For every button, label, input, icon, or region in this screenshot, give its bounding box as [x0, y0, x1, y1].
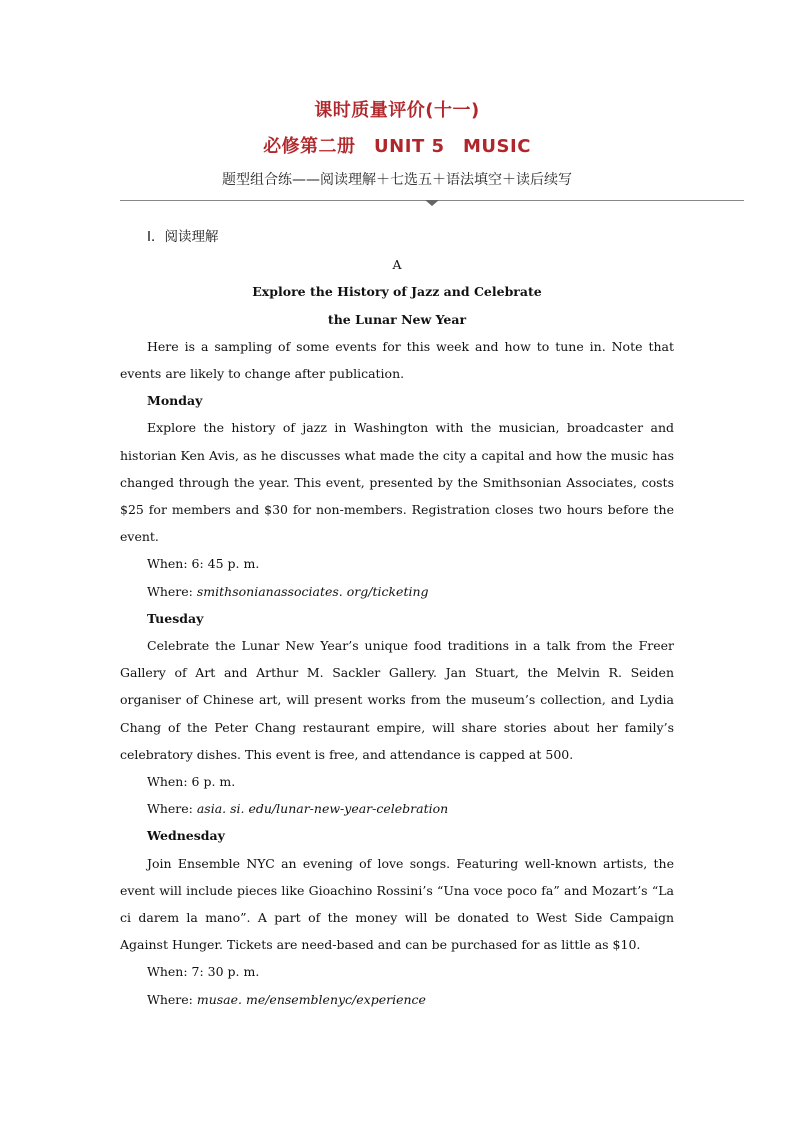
- event-when-wednesday: [120, 958, 674, 985]
- passage-title-line2: the Lunar New Year: [327, 311, 467, 327]
- where-label: Where:: [147, 801, 197, 817]
- where-link[interactable]: musae. me/ensemblenyc/experience: [196, 991, 426, 1007]
- event-text-wednesday: Join Ensemble NYC an evening of love songs. Featuring well-known artists, the event will include pieces like Gioachino Rossini’s “Una voce poco fa” and Mozart’s “La ci darem la mano”. A part of the money will be donated to West Side Campaign Against Hunger. Tickets are need-based and can be purchased for as little as $10.: [120, 855, 674, 953]
- event-when-tuesday: [120, 768, 674, 795]
- passage-letter: A: [392, 257, 402, 273]
- where-link[interactable]: asia. si. edu/lunar-new-year-celebration: [196, 801, 449, 817]
- passage-intro: Here is a sampling of some events for this week and how to tune in. Note that events are likely to change after publication.: [120, 338, 674, 381]
- event-day-monday: Monday: [147, 393, 203, 409]
- when-label: When:: [147, 774, 192, 790]
- when-value: 6 p. m.: [191, 774, 236, 790]
- where-label: Where:: [147, 583, 197, 599]
- section-heading: Ⅰ．阅读理解: [147, 229, 219, 245]
- unit-title: 必修第二册 UNIT 5 MUSIC: [263, 136, 531, 157]
- event-where-wednesday: [120, 986, 674, 1013]
- when-value: 6: 45 p. m.: [191, 556, 260, 572]
- event-text-tuesday: Celebrate the Lunar New Year’s unique food traditions in a talk from the Freer Gallery of Art and Arthur M. Sackler Gallery. Jan Stuart, the Melvin R. Seiden organiser of Chinese art, will present works from the museum’s collection, and Lydia Chang of the Peter Chang restaurant empire, will share stories about her family’s celebratory dishes. This event is free, and attendance is capped at 500.: [120, 638, 674, 762]
- event-day-wednesday: Wednesday: [147, 828, 225, 844]
- event-day-tuesday: Tuesday: [147, 610, 204, 626]
- when-value: 7: 30 p. m.: [191, 964, 260, 980]
- event-where-tuesday: [120, 795, 674, 822]
- event-text-monday: Explore the history of jazz in Washington with the musician, broadcaster and historian Ken Avis, as he discusses what made the city a capital and how the music has changed through the year. This event, presented by the Smithsonian Associates, costs $25 for members and $30 for non-members. Registration closes two hours before the event.: [120, 420, 674, 545]
- event-where-monday: [120, 578, 674, 605]
- event-when-monday: [120, 550, 674, 577]
- page-subtitle: 题型组合练——阅读理解＋七选五＋语法填空＋读后续写: [222, 172, 572, 188]
- passage-title-line1: Explore the History of Jazz and Celebrate: [252, 284, 542, 300]
- divider-marker-icon: [425, 200, 439, 206]
- where-link[interactable]: smithsonianassociates. org/ticketing: [196, 583, 429, 599]
- page-title: 课时质量评价(十一): [314, 100, 480, 121]
- where-label: Where:: [147, 991, 197, 1007]
- when-label: When:: [147, 556, 192, 572]
- document-body: [120, 224, 674, 1013]
- when-label: When:: [147, 964, 192, 980]
